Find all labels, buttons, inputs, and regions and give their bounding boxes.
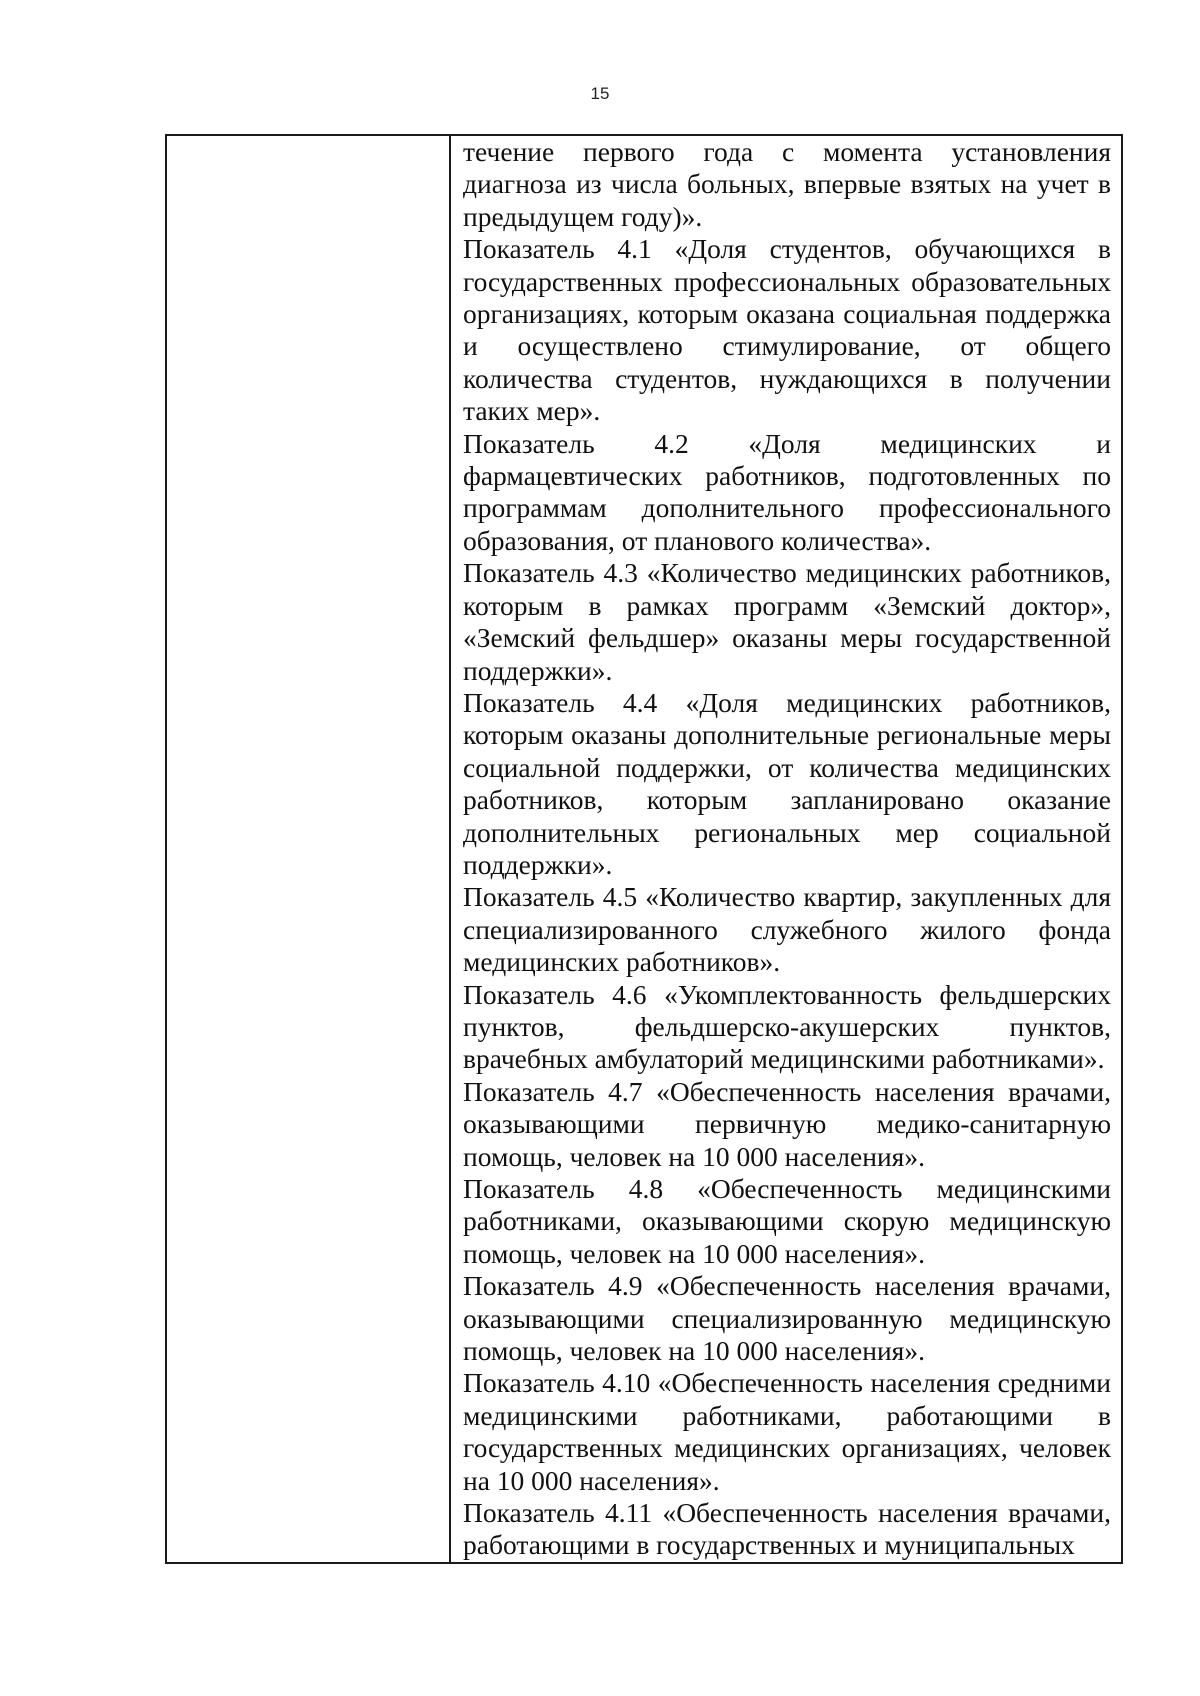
paragraph-indicator-4-5: Показатель 4.5 «Количество квартир, закупленных для специализированного служебного жилого фонда медицинских работников». — [463, 881, 1111, 978]
table-row — [166, 135, 1122, 1563]
paragraph-indicator-4-4: Показатель 4.4 «Доля медицинских работников, которым оказаны дополнительные региональные меры социальной поддержки, от количества медицинских работников, которым запланировано оказание дополнительных региональных мер социальной поддержки». — [463, 686, 1111, 880]
paragraph-indicator-4-9: Показатель 4.9 «Обеспеченность населения врачами, оказывающими специализированную медицинскую помощь, человек на 10 000 населения». — [463, 1270, 1111, 1367]
paragraph-indicator-4-6: Показатель 4.6 «Укомплектованность фельдшерских пунктов, фельдшерско-акушерских пунктов, врачебных амбулаторий медицинскими работниками». — [463, 978, 1111, 1075]
page-number: 15 — [590, 84, 610, 103]
left-empty-cell — [166, 135, 450, 1563]
paragraph-indicator-4-2: Показатель 4.2 «Доля медицинских и фармацевтических работников, подготовленных по программам дополнительного профессионального образования, от планового количества». — [463, 427, 1111, 556]
indicator-table — [165, 134, 1123, 1564]
indicators-text — [451, 136, 1121, 1562]
paragraph-indicator-4-10: Показатель 4.10 «Обеспеченность населения средними медицинскими работниками, работающими в государственных медицинских организациях, человек на 10 000 населения». — [463, 1367, 1111, 1496]
paragraph-indicator-4-1: Показатель 4.1 «Доля студентов, обучающихся в государственных профессиональных образовательных организациях, которым оказана социальная поддержка и осуществлено стимулирование, от общего количества студентов, нуждающихся в получении таких мер». — [463, 233, 1111, 427]
paragraph-indicator-4-8: Показатель 4.8 «Обеспеченность медицинскими работниками, оказывающими скорую медицинскую помощь, человек на 10 000 населения». — [463, 1173, 1111, 1269]
paragraph-diagnosis-continuation: течение первого года с момента установления диагноза из числа больных, впервые взятых на учет в предыдущем году)». — [463, 136, 1111, 232]
paragraph-indicator-4-3: Показатель 4.3 «Количество медицинских работников, которым в рамках программ «Земский доктор», «Земский фельдшер» оказаны меры государственной поддержки». — [463, 557, 1111, 686]
paragraph-indicator-4-11: Показатель 4.11 «Обеспеченность населения врачами, работающими в государственных и муниципальных — [463, 1497, 1111, 1561]
indicators-cell — [450, 135, 1122, 1563]
paragraph-indicator-4-7: Показатель 4.7 «Обеспеченность населения врачами, оказывающими первичную медико-санитарную помощь, человек на 10 000 населения». — [463, 1075, 1111, 1172]
